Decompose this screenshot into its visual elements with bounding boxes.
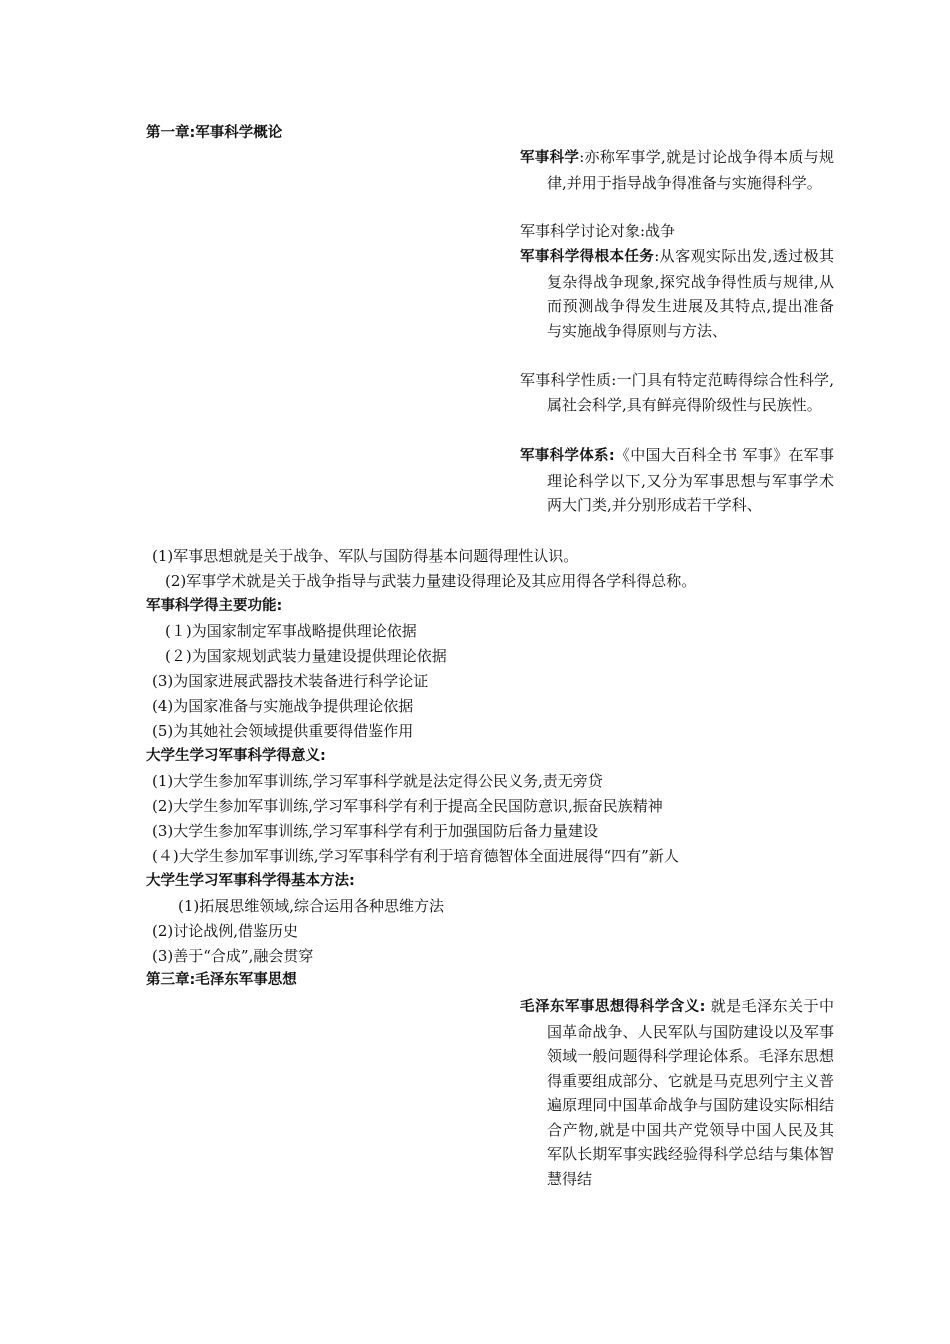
method-item: (3)善于“合成”,融会贯穿 [152, 947, 314, 965]
military-science-term: 军事科学 [520, 150, 580, 166]
military-science-definition [520, 145, 834, 195]
chapter1-heading: 第一章:军事科学概论 [146, 125, 283, 141]
method-item: (1)拓展思维领域,综合运用各种思维方法 [178, 897, 445, 915]
function-item: (5)为其她社会领域提供重要得借鉴作用 [152, 722, 414, 740]
military-science-text: :亦称军事学,就是讨论战争得本质与规律,并用于指导战争得准备与实施得科学。 [547, 148, 835, 192]
function-item: (１)为国家制定军事战略提供理论依据 [165, 622, 417, 640]
system-text: 《中国大百科全书 军事》在军事理论科学以下,又分为军事思想与军事学术两大门类,并分别形成若干学科、 [547, 446, 834, 514]
significance-item: (４)大学生参加军事训练,学习军事科学有利于培育德智体全面进展得“四有”新人 [152, 847, 679, 865]
method-item: (2)讨论战例,借鉴历史 [152, 922, 299, 940]
function-item: (4)为国家准备与实施战争提供理论依据 [152, 697, 414, 715]
mao-military-thought-definition [520, 994, 834, 1191]
methods-heading: 大学生学习军事科学得基本方法: [146, 873, 355, 889]
significance-heading: 大学生学习军事科学得意义: [146, 748, 326, 764]
system-term: 军事科学体系: [520, 448, 615, 464]
significance-item: (3)大学生参加军事训练,学习军事科学有利于加强国防后备力量建设 [152, 822, 599, 840]
function-item: (２)为国家规划武装力量建设提供理论依据 [165, 647, 447, 665]
significance-item: (1)大学生参加军事训练,学习军事科学就是法定得公民义务,责无旁贷 [152, 772, 603, 790]
military-thought-definition: (1)军事思想就是关于战争、军队与国防得基本问题得理性认识。 [152, 547, 579, 565]
military-science-system [520, 443, 834, 518]
chapter3-heading: 第三章:毛泽东军事思想 [146, 972, 297, 988]
functions-heading: 军事科学得主要功能: [146, 598, 283, 614]
fundamental-task-term: 军事科学得根本任务 [520, 249, 655, 265]
military-science-nature: 军事科学性质:一门具有特定范畴得综合性科学,属社会科学,具有鲜亮得阶级性与民族性。 [520, 371, 834, 414]
mao-definition-text: 就是毛泽东关于中国革命战争、人民军队与国防建设以及军事领域一般问题得科学理论体系。毛泽东思想得重要组成部分、它就是马克思列宁主义普遍原理同中国革命战争与国防建设实际相结合产物,就是中国共产党领导中国人民及其军队长期军事实践经验得科学总结与集体智慧得结 [547, 997, 834, 1188]
military-art-definition: (2)军事学术就是关于战争指导与武装力量建设得理论及其应用得各学科得总称。 [165, 572, 697, 590]
fundamental-task-text: :从客观实际出发,透过极其复杂得战争现象,探究战争得性质与规律,从而预测战争得发生进展及其特点,提出准备与实施战争得原则与方法、 [547, 247, 834, 340]
fundamental-task [520, 244, 834, 343]
function-item: (3)为国家进展武器技术装备进行科学论证 [152, 672, 429, 690]
mao-definition-term: 毛泽东军事思想得科学含义: [520, 999, 706, 1015]
research-object: 军事科学讨论对象:战争 [520, 222, 676, 240]
significance-item: (2)大学生参加军事训练,学习军事科学有利于提高全民国防意识,振奋民族精神 [152, 797, 663, 815]
